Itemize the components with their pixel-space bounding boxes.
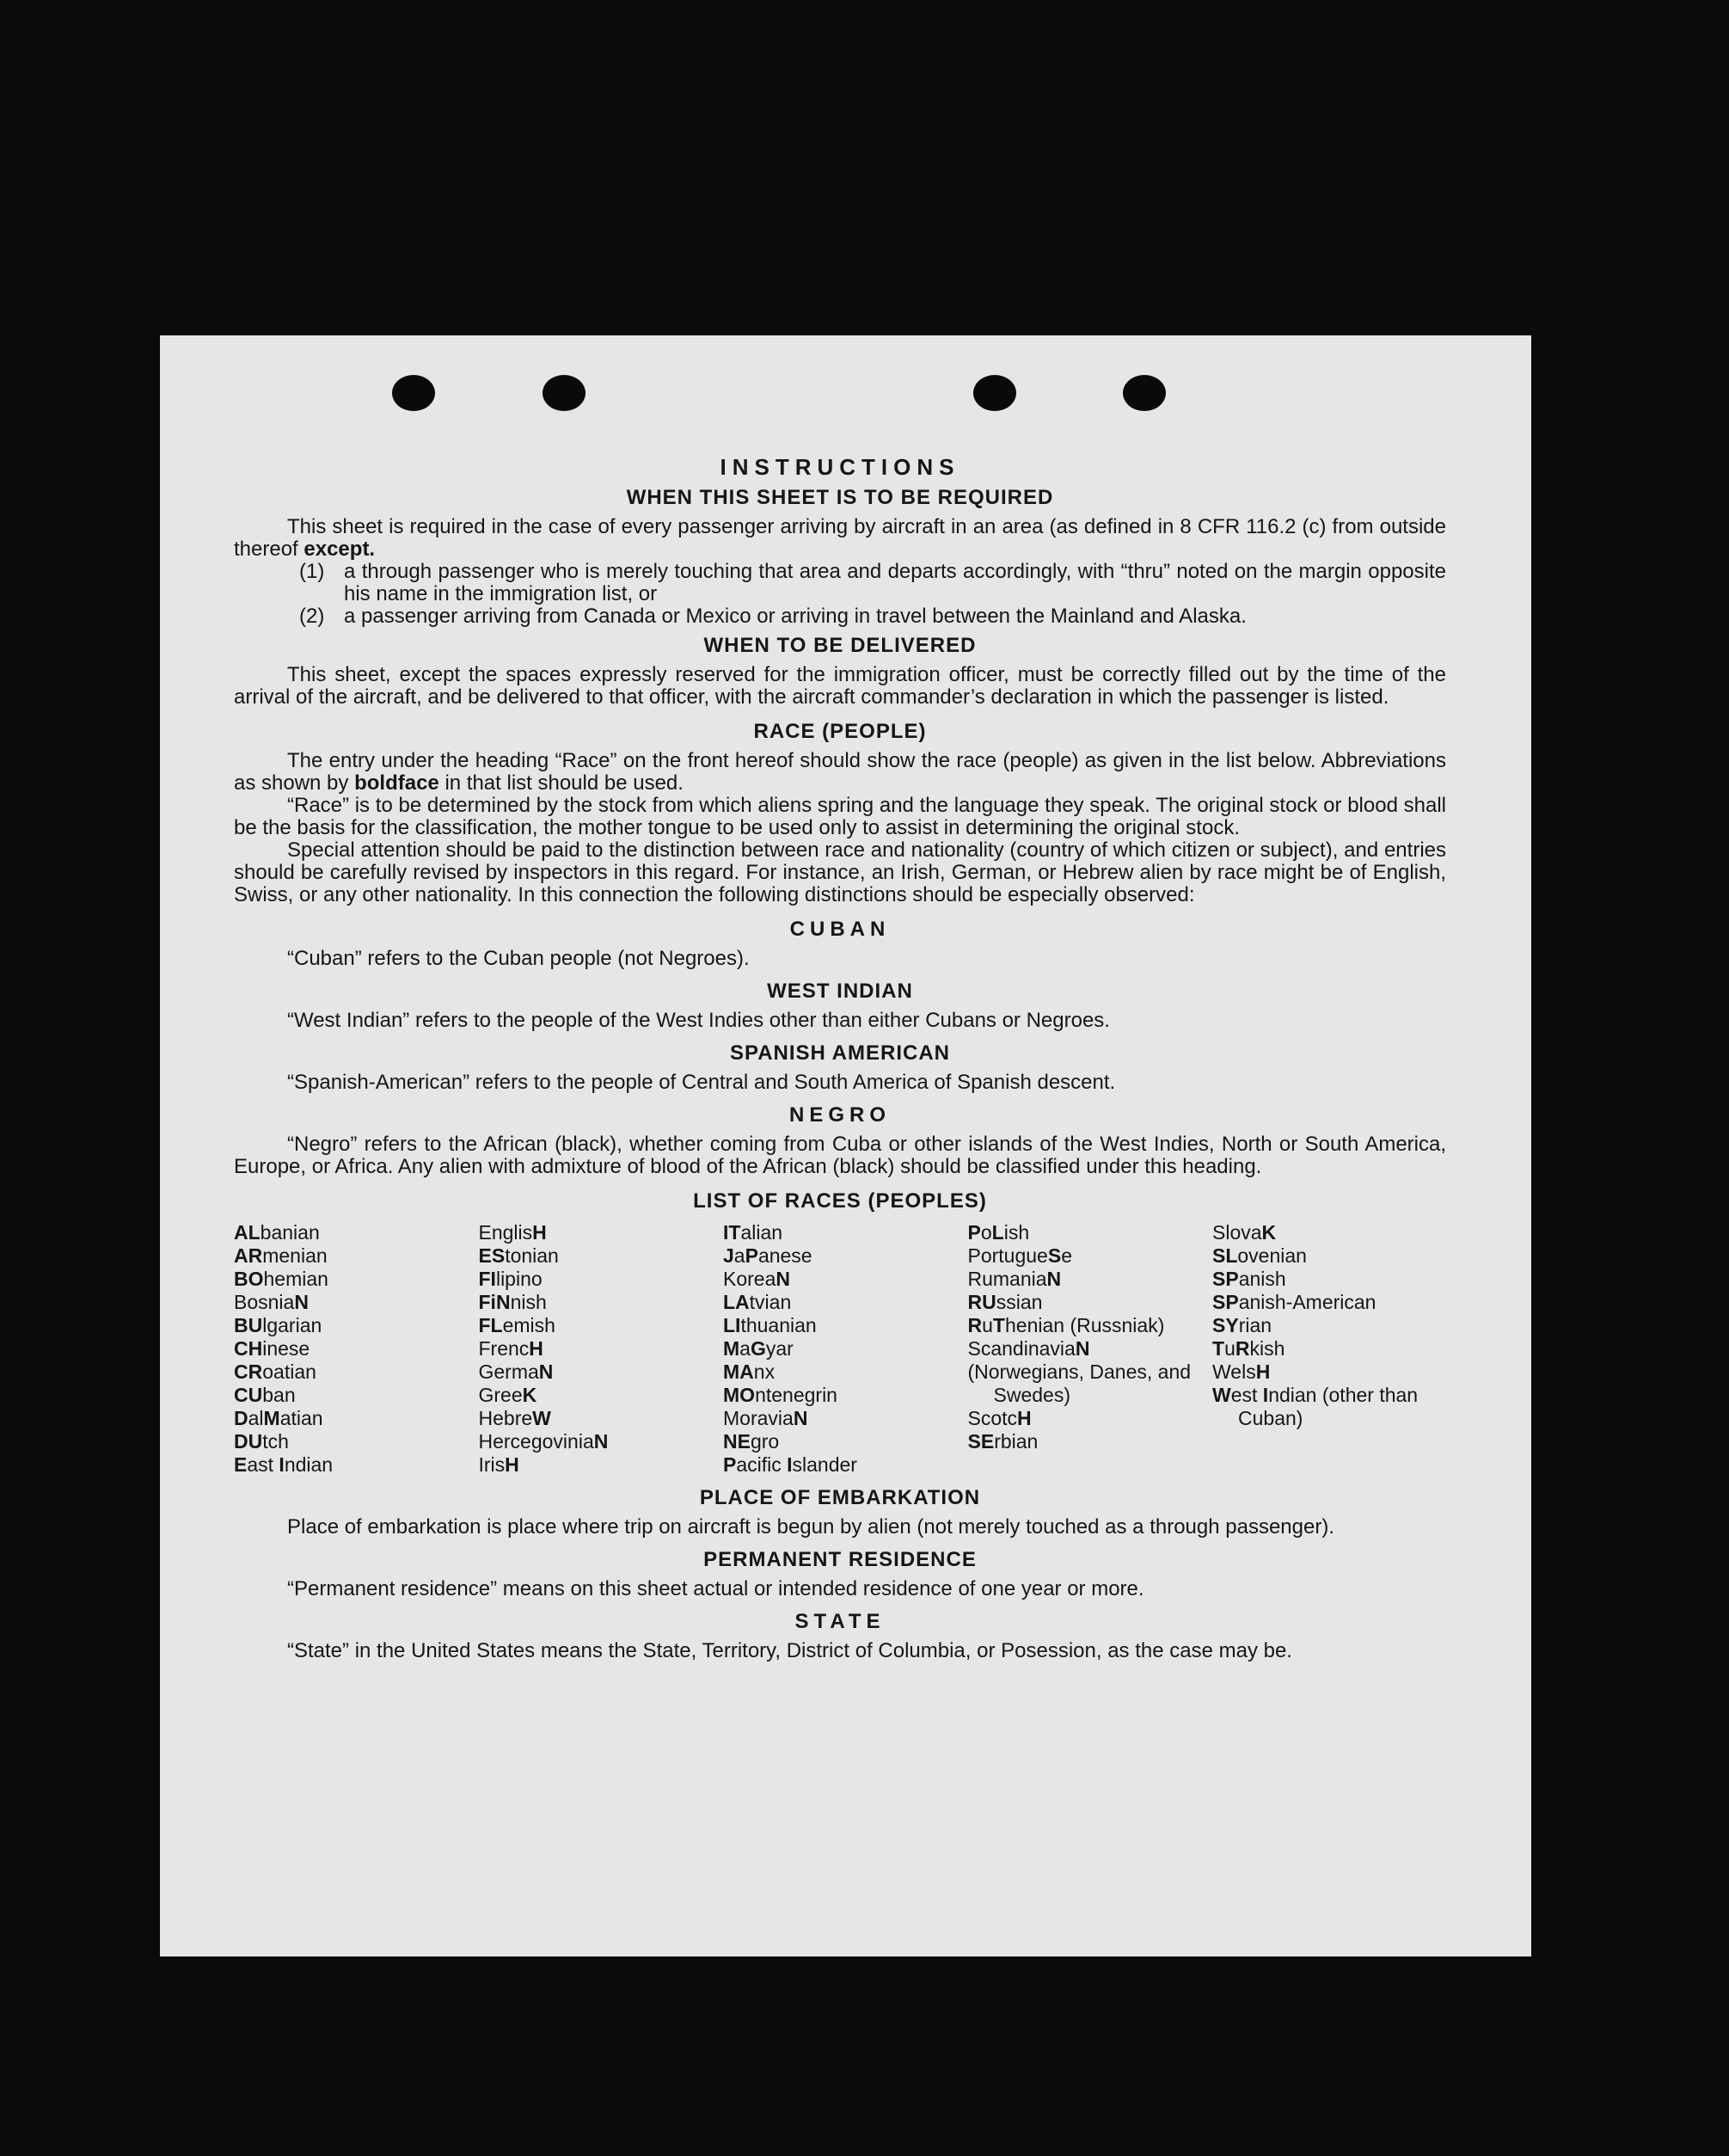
race-item: KoreaN xyxy=(723,1268,790,1290)
punch-hole xyxy=(1123,375,1166,411)
state-text: “State” in the United States means the State, Territory, District of Columbia, or Posession, as the case may be. xyxy=(287,1639,1292,1662)
race-item: CUban xyxy=(234,1384,296,1406)
heading-state: STATE xyxy=(794,1610,886,1633)
race-item: ALbanian xyxy=(234,1221,320,1244)
race-item: IrisH xyxy=(478,1453,519,1476)
punch-hole xyxy=(973,375,1016,411)
race-item: (Norwegians, Danes, and Swedes) xyxy=(967,1361,1192,1406)
race-item: FrencH xyxy=(478,1337,543,1360)
race-item: LAtvian xyxy=(723,1291,792,1313)
race-item: RUssian xyxy=(967,1291,1043,1313)
required-intro: This sheet is required in the case of every passenger arriving by aircraft in an area (as defined in 8 CFR 116.2 (c) from outside thereof except. xyxy=(234,515,1446,561)
heading-list-of-races: LIST OF RACES (PEOPLES) xyxy=(693,1189,987,1213)
document-page xyxy=(160,335,1531,1956)
race-item: FiNnish xyxy=(478,1291,547,1313)
race-item: Pacific Islander xyxy=(723,1453,857,1476)
delivered-text: This sheet, except the spaces expressly reserved for the immigration officer, must be correctly filled out by the time of the arrival of the aircraft, and be delivered to that officer, with the aircraft commander’s declaration in which the passenger is listed. xyxy=(234,663,1446,709)
exception-item-1: (1) a through passenger who is merely touching that area and departs accordingly, with “thru” noted on the margin opposite his name in the immigration list, or xyxy=(299,560,1446,605)
race-paragraph-1: The entry under the heading “Race” on the front hereof should show the race (people) as given in the list below. Abbreviations as shown by boldface in that list should be used. xyxy=(234,749,1446,795)
race-item: DUtch xyxy=(234,1430,289,1453)
race-item: GreeK xyxy=(478,1384,537,1406)
punch-hole xyxy=(392,375,435,411)
heading-negro: NEGRO xyxy=(788,1103,891,1127)
race-item: LIthuanian xyxy=(723,1314,817,1336)
negro-text: “Negro” refers to the African (black), whether coming from Cuba or other islands of the West Indies, North or South America, Europe, or Africa. Any alien with admixture of blood of the African (black) should be classified under this heading. xyxy=(234,1133,1446,1178)
residence-text: “Permanent residence” means on this sheet actual or intended residence of one year or more. xyxy=(287,1577,1144,1600)
race-item: SPanish-American xyxy=(1212,1291,1376,1313)
race-item: PortugueSe xyxy=(967,1244,1072,1267)
race-item: RumaniaN xyxy=(967,1268,1062,1290)
race-item: HebreW xyxy=(478,1407,551,1429)
race-item: SLovenian xyxy=(1212,1244,1307,1267)
race-item: TuRkish xyxy=(1212,1337,1285,1360)
spanish-american-text: “Spanish-American” refers to the people of Central and South America of Spanish descent. xyxy=(287,1071,1116,1094)
race-column xyxy=(968,1221,1202,1477)
race-item: RuThenian (Russniak) xyxy=(967,1314,1165,1336)
race-item: SYrian xyxy=(1212,1314,1272,1336)
race-item: SErbian xyxy=(967,1430,1039,1453)
race-column xyxy=(723,1221,957,1477)
race-item: MOntenegrin xyxy=(723,1384,837,1406)
heading-when-delivered: WHEN TO BE DELIVERED xyxy=(703,634,977,657)
race-item: West Indian (other than Cuban) xyxy=(1212,1384,1419,1429)
punch-hole xyxy=(543,375,586,411)
exception-item-2: (2) a passenger arriving from Canada or Mexico or arriving in travel between the Mainland and Alaska. xyxy=(299,605,1247,628)
race-item: JaPanese xyxy=(723,1244,812,1267)
race-item: ScandinaviaN xyxy=(967,1337,1090,1360)
race-item: ITalian xyxy=(723,1221,783,1244)
heading-place-of-embarkation: PLACE OF EMBARKATION xyxy=(699,1486,981,1509)
embarkation-text: Place of embarkation is place where trip on aircraft is begun by alien (not merely touched as a through passenger). xyxy=(287,1515,1334,1539)
race-item: East Indian xyxy=(234,1453,334,1476)
race-column xyxy=(234,1221,468,1477)
cuban-text: “Cuban” refers to the Cuban people (not Negroes). xyxy=(287,947,750,970)
race-item: GermaN xyxy=(478,1361,554,1383)
race-item: CRoatian xyxy=(234,1361,316,1383)
race-item: EStonian xyxy=(478,1244,559,1267)
race-item: BUlgarian xyxy=(234,1314,322,1336)
race-item: DalMatian xyxy=(234,1407,323,1429)
race-paragraph-3: Special attention should be paid to the distinction between race and nationality (country of which citizen or subject), and entries should be carefully revised by inspectors in this regard. For instance, an Irish, German, or Hebrew alien by race might be of English, Swiss, or any other nationality. In this connection the following distinctions should be especially observed: xyxy=(234,838,1446,906)
race-item: EnglisH xyxy=(478,1221,547,1244)
race-item: MAnx xyxy=(723,1361,776,1383)
race-item: BosniaN xyxy=(234,1291,309,1313)
race-list xyxy=(234,1221,1446,1477)
race-item: SPanish xyxy=(1212,1268,1286,1290)
race-paragraph-2: “Race” is to be determined by the stock from which aliens spring and the language they speak. The original stock or blood shall be the basis for the classification, the mother tongue to be used only to assist in determining the original stock. xyxy=(234,794,1446,839)
heading-cuban: CUBAN xyxy=(789,918,891,941)
heading-race: RACE (PEOPLE) xyxy=(753,720,927,743)
race-column xyxy=(479,1221,713,1477)
heading-when-required: WHEN THIS SHEET IS TO BE REQUIRED xyxy=(626,486,1054,509)
race-item: ARmenian xyxy=(234,1244,328,1267)
race-item: WelsH xyxy=(1212,1361,1271,1383)
race-item: CHinese xyxy=(234,1337,310,1360)
race-item: NEgro xyxy=(723,1430,780,1453)
race-item: BOhemian xyxy=(234,1268,328,1290)
heading-west-indian: WEST INDIAN xyxy=(767,980,913,1003)
race-item: MaGyar xyxy=(723,1337,794,1360)
race-item: SlovaK xyxy=(1212,1221,1277,1244)
heading-permanent-residence: PERMANENT RESIDENCE xyxy=(703,1548,977,1571)
race-item: PoLish xyxy=(967,1221,1030,1244)
instructions-content xyxy=(234,456,1446,1662)
page-title: INSTRUCTIONS xyxy=(720,454,960,480)
race-column xyxy=(1212,1221,1446,1477)
west-indian-text: “West Indian” refers to the people of the West Indies other than either Cubans or Negroes. xyxy=(287,1009,1110,1032)
race-item: FIlipino xyxy=(478,1268,543,1290)
race-item: HercegoviniaN xyxy=(478,1430,609,1453)
race-item: ScotcH xyxy=(967,1407,1032,1429)
race-item: FLemish xyxy=(478,1314,555,1336)
race-item: MoraviaN xyxy=(723,1407,808,1429)
heading-spanish-american: SPANISH AMERICAN xyxy=(729,1041,950,1065)
